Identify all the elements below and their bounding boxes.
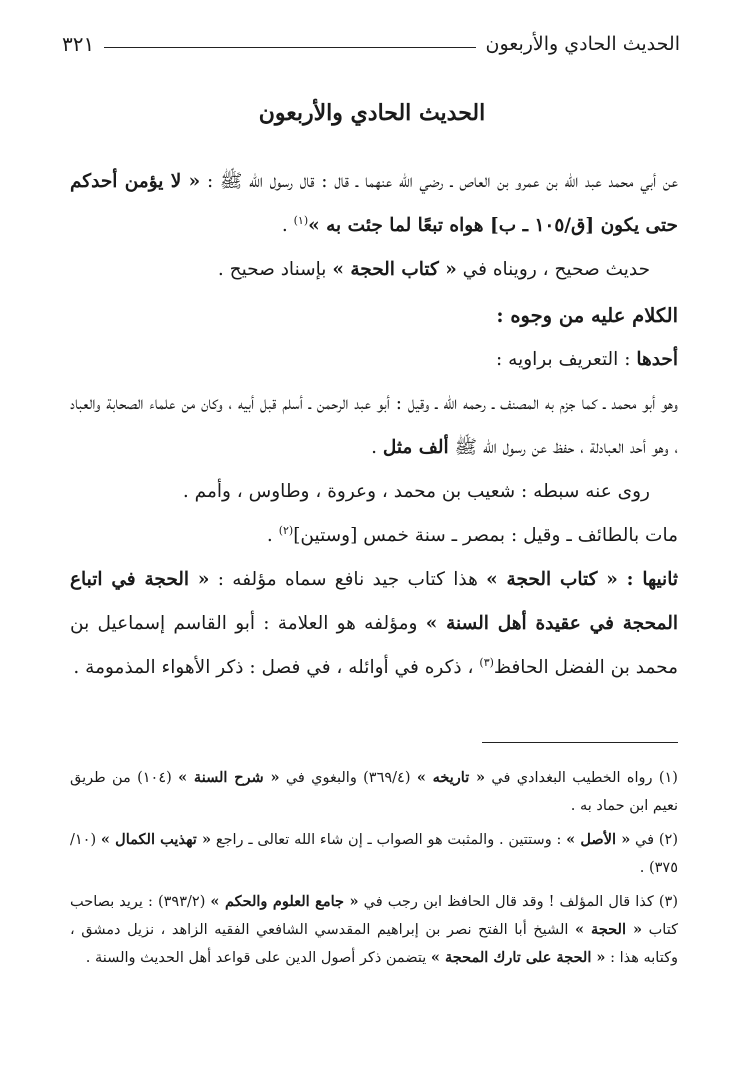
narrators-from-him: روى عنه سبطه : شعيب بن محمد ، وعروة ، وطاوس ، وأمم .: [182, 481, 650, 502]
hadith-text: « لا يؤمن أحدكم حتى يكون [ق/١٠٥ ـ ب] هواه تبعًا لما جئت به »: [70, 171, 678, 236]
second-point-book: : « كتاب الحجة »: [486, 569, 643, 590]
footnote-3-f: « الحجة على تارك المحجة »: [430, 949, 606, 966]
book-reference: « كتاب الحجة »: [332, 259, 457, 280]
footnote-1-b: « تاريخه »: [416, 769, 486, 786]
footnotes: [70, 764, 678, 978]
footnote-3-d: « الحجة »: [574, 921, 643, 938]
footnote-2-c: : وستتين . والمثبت هو الصواب ـ إن شاء الله تعالى ـ راجع: [211, 832, 567, 848]
footnote-2-a: (٢) في: [630, 832, 678, 848]
hadith-end: .: [281, 215, 294, 236]
first-point-label: أحدها: [636, 349, 678, 370]
narrator-bio-end: .: [371, 437, 383, 458]
hadith-intro: عن أبي محمد عبد الله بن عمرو بن العاص ـ رضي الله عنهما ـ قال : قال رسول الله ﷺ :: [200, 171, 679, 192]
hadith-paragraph: [70, 160, 678, 248]
second-point-label: ثانيها: [642, 569, 678, 590]
narrator-bio: وهو أبو محمد ـ كما جزم به المصنف ـ رحمه الله ـ وقيل : أبو عبد الرحمن ـ أسلم قبل أبيه ، وكان من علماء الصحابة والعباد ، وهو أحد العبادلة ، حفظ عن رسول الله ﷺ: [70, 393, 678, 458]
footnote-3-e: الشيخ أبا الفتح نصر بن إبراهيم المقدسي الشافعي الفقيه الزاهد ، نزيل دمشق ، وكتابه هذا :: [70, 922, 678, 966]
footnote-ref-2: (٢): [278, 523, 294, 537]
authenticity-paragraph: [70, 248, 678, 292]
second-point-author: ومؤلفه هو العلامة : أبو القاسم إسماعيل بن محمد بن الفضل الحافظ: [70, 613, 678, 678]
running-header: [62, 26, 680, 62]
footnote-3-b: « جامع العلوم والحكم »: [210, 893, 359, 910]
authenticity-end: بإسناد صحيح .: [217, 259, 333, 280]
first-point-text: : التعريف براويه :: [496, 349, 637, 370]
first-point: [70, 338, 678, 382]
footnote-3-g: يتضمن ذكر أصول الدين على قواعد أهل الحديث والسنة .: [85, 950, 431, 966]
second-point-end: ، ذكره في أوائله ، في فصل : ذكر الأهواء المذمومة .: [73, 657, 480, 678]
second-point-title: « الحجة في اتباع المحجة في عقيدة أهل السنة »: [70, 569, 678, 634]
footnote-2: [70, 826, 678, 882]
footnote-3-c: (٣٩٣/٢) : يريد بصاحب كتاب: [70, 894, 678, 938]
footnote-2-b: « الأصل »: [566, 831, 631, 848]
death-text: مات بالطائف ـ وقيل : بمصر ـ سنة خمس [وستين]: [293, 525, 678, 546]
authenticity-start: حديث صحيح ، رويناه في: [456, 259, 650, 280]
footnote-3-a: (٣) كذا قال المؤلف ! وقد قال الحافظ ابن رجب في: [358, 894, 678, 910]
footnote-1-d: « شرح السنة »: [178, 769, 280, 786]
header-rule: [104, 47, 475, 48]
running-title: الحديث الحادي والأربعون: [485, 33, 680, 55]
death-end: .: [266, 525, 279, 546]
second-point: [70, 558, 678, 690]
footnote-1-a: (١) رواه الخطيب البغدادي في: [485, 770, 678, 786]
narrator-paragraph: [70, 382, 678, 470]
footnote-ref-1: (١): [293, 213, 309, 227]
body-text: [70, 160, 678, 690]
footnote-1-c: (٣٦٩/٤) والبغوي في: [279, 770, 417, 786]
footnote-2-e: (١٠/ ٣٧٥) .: [70, 832, 678, 876]
section-heading: الكلام عليه من وجوه :: [496, 304, 678, 327]
footnote-2-d: « تهذيب الكمال »: [100, 831, 212, 848]
footnote-1: [70, 764, 678, 820]
chapter-title: الحديث الحادي والأربعون: [258, 100, 486, 126]
second-point-mid: هذا كتاب جيد نافع سماه مؤلفه :: [209, 569, 487, 590]
footnote-3: [70, 888, 678, 972]
narrator-bio-bold: ألف مثل: [382, 437, 449, 458]
page-number: ٣٢١: [62, 32, 95, 56]
footnote-1-e: (١٠٤) من طريق نعيم ابن حماد به .: [70, 770, 678, 814]
footnote-divider: [482, 742, 678, 743]
footnote-ref-3: (٣): [479, 655, 494, 669]
death-paragraph: [70, 514, 678, 558]
